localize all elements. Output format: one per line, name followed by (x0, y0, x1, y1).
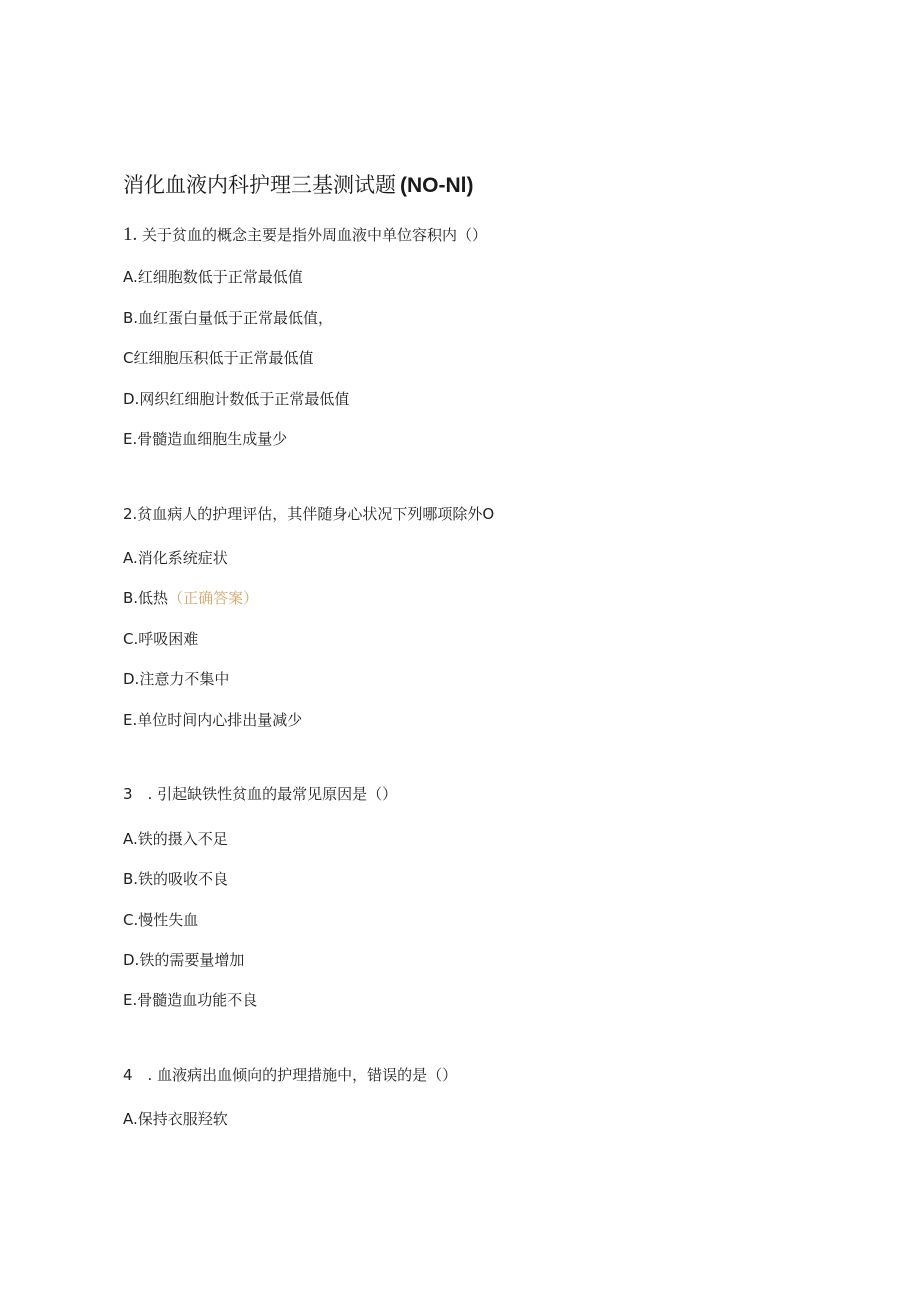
title-main: 消化血液内科护理三基测试题 (123, 173, 396, 197)
question-1-number: 1. (123, 224, 138, 245)
question-2-option-c: C.呼吸困难 (123, 630, 199, 648)
correct-answer-mark: （正确答案） (168, 589, 259, 607)
question-4-option-a: A.保持衣服羟软 (123, 1110, 228, 1128)
question-2-option-e: E.单位时间内心排出量减少 (123, 711, 303, 729)
question-1-option-b: B.血红蛋白量低于正常最低值， (123, 309, 334, 327)
question-2-option-a: A.消化系统症状 (123, 549, 228, 567)
question-3-option-e: E.骨髓造血功能不良 (123, 991, 258, 1009)
question-1-text: 关于贫血的概念主要是指外周血液中单位容积内（） (142, 226, 488, 244)
question-2-option-b (123, 587, 258, 609)
question-2-stem: 2.贫血病人的护理评估，其伴随身心状况下列哪项除外O (123, 505, 495, 523)
question-3-option-b: B.铁的吸收不良 (123, 870, 229, 888)
title-suffix: (NO-Nl) (400, 174, 474, 197)
question-1-stem (123, 224, 487, 246)
question-1-option-a: A.红细胞数低于正常最低值 (123, 268, 303, 286)
question-3-option-a: A.铁的摄入不足 (123, 830, 228, 848)
question-1-option-d: D.网织红细胞计数低于正常最低值 (123, 390, 350, 408)
question-3-option-d: D.铁的需要量增加 (123, 951, 245, 969)
question-3-stem: 3 . 引起缺铁性贫血的最常见原因是（） (123, 785, 398, 803)
question-4-stem: 4 . 血液病出血倾向的护理措施中，错误的是（） (123, 1066, 458, 1084)
question-2-option-d: D.注意力不集中 (123, 670, 230, 688)
question-2-option-b-text: B.低热 (123, 589, 169, 607)
question-1-option-e: E.骨髓造血细胞生成量少 (123, 430, 288, 448)
page-title (123, 170, 473, 201)
question-3-option-c: C.慢性失血 (123, 911, 199, 929)
question-1-option-c: C红细胞压积低于正常最低值 (123, 349, 314, 367)
